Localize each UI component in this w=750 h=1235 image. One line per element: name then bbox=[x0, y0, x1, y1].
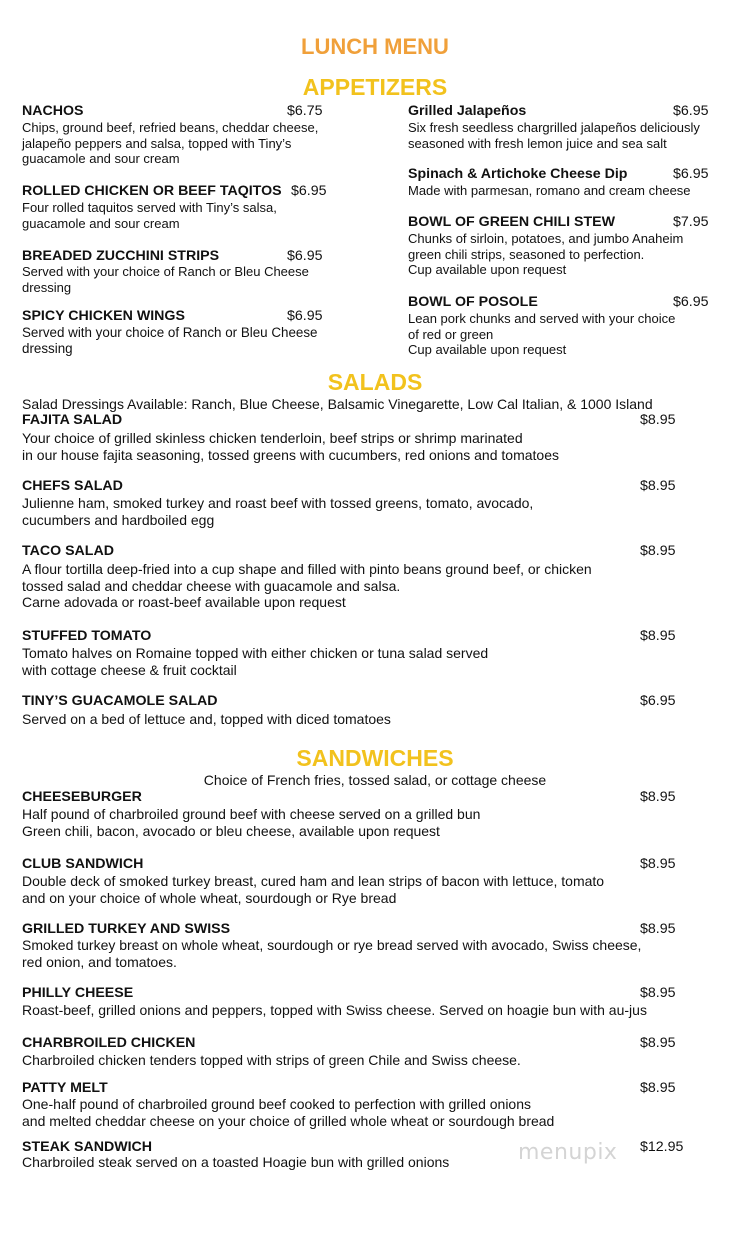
item-price: $8.95 bbox=[640, 543, 676, 559]
item-name: PHILLY CHEESE bbox=[22, 985, 134, 1001]
item-description: One-half pound of charbroiled ground beef cooked to perfection with grilled onions and melted cheddar cheese on your choice of grilled whole wheat or sourdough bread bbox=[22, 1096, 555, 1129]
item-price: $8.95 bbox=[640, 478, 676, 494]
item-description: Chips, ground beef, refried beans, cheddar cheese, jalapeño peppers and salsa, topped with Tiny’s guacamole and sour cream bbox=[22, 120, 319, 167]
item-name: TINY’S GUACAMOLE SALAD bbox=[22, 693, 218, 709]
item-description: Served with your choice of Ranch or Bleu Cheese dressing bbox=[22, 325, 318, 356]
item-description: Served on a bed of lettuce and, topped with diced tomatoes bbox=[22, 711, 391, 727]
item-description: Julienne ham, smoked turkey and roast beef with tossed greens, tomato, avocado, cucumbers and hardboiled egg bbox=[22, 495, 534, 528]
item-price: $7.95 bbox=[673, 214, 709, 230]
item-name: Spinach & Artichoke Cheese Dip bbox=[408, 166, 628, 182]
item-description: Charbroiled steak served on a toasted Hoagie bun with grilled onions bbox=[22, 1154, 450, 1170]
item-name: Grilled Jalapeños bbox=[408, 103, 527, 119]
item-description: Lean pork chunks and served with your choice of red or green Cup available upon request bbox=[408, 311, 676, 358]
item-description: A flour tortilla deep-fried into a cup shape and filled with pinto beans ground beef, or chicken tossed salad and cheddar cheese with guacamole and salsa. Carne adovada or roast-beef available upon request bbox=[22, 561, 592, 611]
item-price: $6.95 bbox=[287, 248, 323, 264]
item-description: Roast-beef, grilled onions and peppers, topped with Swiss cheese. Served on hoagie bun with au-jus bbox=[22, 1002, 647, 1018]
salads-heading: SALADS bbox=[327, 369, 423, 395]
item-name: CHEFS SALAD bbox=[22, 478, 123, 494]
item-price: $8.95 bbox=[640, 856, 676, 872]
sandwiches-heading: SANDWICHES bbox=[296, 745, 454, 771]
item-description: Served with your choice of Ranch or Bleu Cheese dressing bbox=[22, 264, 309, 295]
item-description: Four rolled taquitos served with Tiny’s salsa, guacamole and sour cream bbox=[22, 200, 277, 231]
menu-title: LUNCH MENU bbox=[301, 34, 449, 59]
item-name: CHARBROILED CHICKEN bbox=[22, 1035, 196, 1051]
salad-dressings-note: Salad Dressings Available: Ranch, Blue Cheese, Balsamic Vinegarette, Low Cal Italian, & 1000 Island bbox=[22, 396, 653, 412]
item-name: CLUB SANDWICH bbox=[22, 856, 144, 872]
item-description: Made with parmesan, romano and cream cheese bbox=[408, 183, 691, 198]
item-price: $8.95 bbox=[640, 412, 676, 428]
item-price: $8.95 bbox=[640, 1035, 676, 1051]
item-description: Charbroiled chicken tenders topped with strips of green Chile and Swiss cheese. bbox=[22, 1052, 521, 1068]
item-price: $6.95 bbox=[291, 183, 327, 199]
item-price: $8.95 bbox=[640, 1080, 676, 1096]
item-price: $6.75 bbox=[287, 103, 323, 119]
item-name: ROLLED CHICKEN OR BEEF TAQITOS bbox=[22, 183, 282, 199]
item-description: Your choice of grilled skinless chicken tenderloin, beef strips or shrimp marinated in our house fajita seasoning, tossed greens with cucumbers, red onions and tomatoes bbox=[22, 430, 559, 463]
item-name: NACHOS bbox=[22, 103, 84, 119]
item-description: Six fresh seedless chargrilled jalapeños deliciously seasoned with fresh lemon juice and sea salt bbox=[408, 120, 700, 151]
item-name: CHEESEBURGER bbox=[22, 789, 142, 805]
item-name: BREADED ZUCCHINI STRIPS bbox=[22, 248, 220, 264]
item-name: BOWL OF POSOLE bbox=[408, 294, 538, 310]
sandwich-sides-note: Choice of French fries, tossed salad, or cottage cheese bbox=[203, 772, 547, 788]
item-price: $8.95 bbox=[640, 985, 676, 1001]
item-description: Tomato halves on Romaine topped with either chicken or tuna salad served with cottage cheese & fruit cocktail bbox=[22, 645, 489, 678]
item-name: TACO SALAD bbox=[22, 543, 114, 559]
item-price: $6.95 bbox=[640, 693, 676, 709]
item-name: STUFFED TOMATO bbox=[22, 628, 152, 644]
item-name: BOWL OF GREEN CHILI STEW bbox=[408, 214, 616, 230]
menupix-watermark: menupix bbox=[518, 1140, 618, 1165]
item-description: Half pound of charbroiled ground beef with cheese served on a grilled bun Green chili, bacon, avocado or bleu cheese, available upon request bbox=[22, 806, 481, 839]
item-name: FAJITA SALAD bbox=[22, 412, 123, 428]
item-price: $8.95 bbox=[640, 789, 676, 805]
item-price: $8.95 bbox=[640, 628, 676, 644]
item-name: GRILLED TURKEY AND SWISS bbox=[22, 921, 231, 937]
item-description: Double deck of smoked turkey breast, cured ham and lean strips of bacon with lettuce, tomato and on your choice of whole wheat, sourdough or Rye bread bbox=[22, 873, 605, 906]
item-price: $12.95 bbox=[640, 1139, 684, 1155]
item-price: $6.95 bbox=[673, 103, 709, 119]
item-name: STEAK SANDWICH bbox=[22, 1139, 153, 1155]
item-price: $6.95 bbox=[673, 166, 709, 182]
item-description: Smoked turkey breast on whole wheat, sourdough or rye bread served with avocado, Swiss cheese, red onion, and tomatoes. bbox=[22, 937, 642, 970]
item-price: $6.95 bbox=[287, 308, 323, 324]
item-description: Chunks of sirloin, potatoes, and jumbo Anaheim green chili strips, seasoned to perfection. Cup available upon request bbox=[408, 231, 684, 278]
item-name: PATTY MELT bbox=[22, 1080, 108, 1096]
item-price: $6.95 bbox=[673, 294, 709, 310]
item-name: SPICY CHICKEN WINGS bbox=[22, 308, 185, 324]
item-price: $8.95 bbox=[640, 921, 676, 937]
appetizers-heading: APPETIZERS bbox=[302, 74, 448, 100]
